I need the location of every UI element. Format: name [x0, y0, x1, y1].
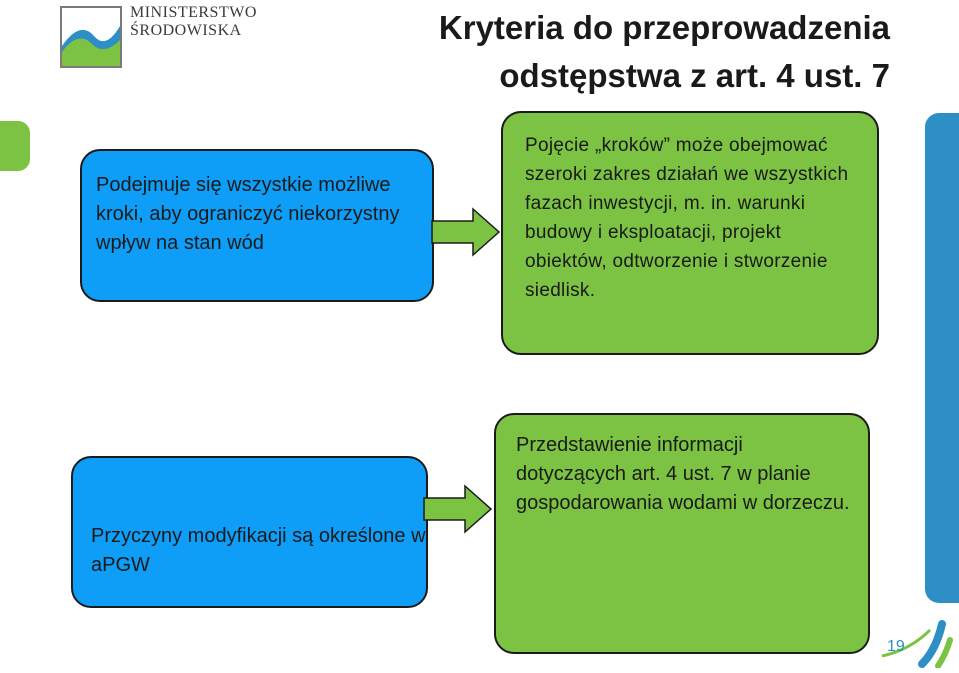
steps-box: [80, 149, 434, 302]
ministry-logo-icon: [60, 6, 122, 68]
logo-line-2: ŚRODOWISKA: [130, 22, 242, 39]
left-decorative-tab: [0, 121, 30, 171]
right-arrow-icon: [423, 484, 493, 534]
modification-reasons-text: Przyczyny modyfikacji są określone w aPGW: [91, 525, 426, 576]
steps-explanation-text: Pojęcie „kroków” może obejmować szeroki zakres działań we wszystkich fazach inwestycji, m. in. warunki budowy i eksploatacji, projekt obiektów, odtworzenie i stworzenie siedlisk.: [525, 135, 849, 301]
page-number: 19: [887, 638, 905, 655]
logo-line-1: MINISTERSTWO: [130, 4, 257, 21]
title-line-1: Kryteria do przeprowadzenia: [438, 9, 890, 46]
right-arrow-icon: [431, 207, 501, 257]
plan-information-text: Przedstawienie informacji dotyczących art. 4 ust. 7 w planie gospodarowania wodami w dorzeczu.: [516, 434, 850, 514]
steps-explanation-box: [501, 111, 879, 355]
slide-title: [330, 4, 890, 100]
modification-reasons-box: [71, 456, 428, 608]
logo-text: [130, 4, 257, 40]
title-line-2: odstępstwa z art. 4 ust. 7: [499, 57, 890, 94]
right-decorative-tab: [925, 113, 959, 603]
steps-text: Podejmuje się wszystkie możliwe kroki, aby ograniczyć niekorzystny wpływ na stan wód: [96, 174, 400, 254]
plan-information-box: [494, 413, 870, 654]
